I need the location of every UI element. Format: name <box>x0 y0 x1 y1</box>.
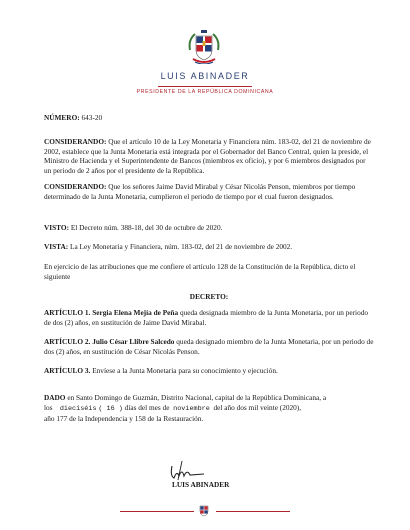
vista-label: VISTA: <box>44 242 69 251</box>
vista-text: La Ley Monetaria y Financiera, núm. 183-02, del 21 de noviembre de 2002. <box>70 242 293 251</box>
footer-divider-right <box>216 511 290 512</box>
considerando-label: CONSIDERANDO: <box>44 182 107 191</box>
decreto-heading <box>44 292 374 302</box>
articulo-1 <box>44 308 374 327</box>
footer-emblem-icon <box>198 505 210 517</box>
handwritten-signature <box>168 458 208 482</box>
vista-paragraph <box>44 242 374 252</box>
articulo-label: ARTÍCULO 2. <box>44 337 91 346</box>
dado-label: DADO <box>44 393 66 402</box>
articulo-appointee: Sergia Elena Mejía de Peña <box>92 308 179 317</box>
dado-day-number: ( 16 ) <box>98 404 123 413</box>
dado-text: en Santo Domingo de Guzmán, Distrito Nacional, capital de la República Dominicana, a <box>67 393 327 402</box>
articulo-3 <box>44 366 374 376</box>
decreto-heading-text: DECRETO: <box>189 292 229 301</box>
visto-paragraph <box>44 223 374 233</box>
visto-text: El Decreto núm. 388-18, del 30 de octubre de 2020. <box>70 223 223 232</box>
articulo-label: ARTÍCULO 3. <box>44 366 91 375</box>
considerando-text: Que los señores Jaime David Mirabal y César Nicolás Penson, miembros por tiempo determinado de la Junta Monetaria, cumplieron el periodo de tiempo por el cual fueron designados. <box>44 182 356 201</box>
articulo-label: ARTÍCULO 1. <box>44 308 91 317</box>
dado-day-words: dieciséis <box>59 404 97 413</box>
considerando-paragraph <box>44 137 374 175</box>
signatory-name <box>172 480 292 490</box>
header-name: LUIS ABINADER <box>160 71 250 81</box>
articulo-text: queda designado miembro de la Junta Monetaria, por un periodo de dos (2) años, en sustitución de César Nicolás Penson. <box>44 337 374 356</box>
footer-divider-left <box>120 511 194 512</box>
considerando-text: Que el artículo 10 de la Ley Monetaria y Financiera núm. 183-02, del 21 de noviembre de 2002, establece que la Junta Monetaria está integrada por el Gobernador del Banco Central, quien la preside, el Ministro de Hacienda y el Superintendente de Bancos (miembros ex oficio), y por 6 miembros designados por un periodo de 2 años por el presidente de la República. <box>44 137 371 175</box>
header-divider <box>158 86 252 87</box>
dado-year: del año dos mil veinte (2020), <box>213 402 302 412</box>
decree-number <box>44 113 374 123</box>
dado-text-2: año 177 de la Independencia y 158 de la Restauración. <box>44 414 204 424</box>
coat-of-arms-emblem <box>186 30 222 64</box>
decree-number-value: 643-20 <box>81 113 103 122</box>
signatory-name-text: LUIS ABINADER <box>172 480 230 489</box>
dado-los: los <box>44 402 53 412</box>
considerando-paragraph <box>44 182 374 201</box>
decree-number-label: NÚMERO: <box>44 113 80 122</box>
visto-label: VISTO: <box>44 223 70 232</box>
header-subtitle: PRESIDENTE DE LA REPÚBLICA DOMINICANA <box>136 89 274 95</box>
articulo-text: queda designada miembro de la Junta Monetaria, por un periodo de dos (2) años, en sustitución de Jaime David Mirabal. <box>44 308 369 327</box>
ejercicio-paragraph: En ejercicio de las atribuciones que me confiere el artículo 128 de la Constitución de la República, dicto el siguiente <box>44 262 356 281</box>
dado-paragraph <box>44 393 374 424</box>
dado-mid: días del mes de <box>124 402 170 412</box>
dado-month: noviembre <box>173 404 210 413</box>
articulo-appointee: Julio César Llibre Salcedo <box>92 337 175 346</box>
articulo-2 <box>44 337 374 356</box>
considerando-label: CONSIDERANDO: <box>44 137 107 146</box>
articulo-text: Envíese a la Junta Monetaria para su conocimiento y ejecución. <box>92 366 278 375</box>
